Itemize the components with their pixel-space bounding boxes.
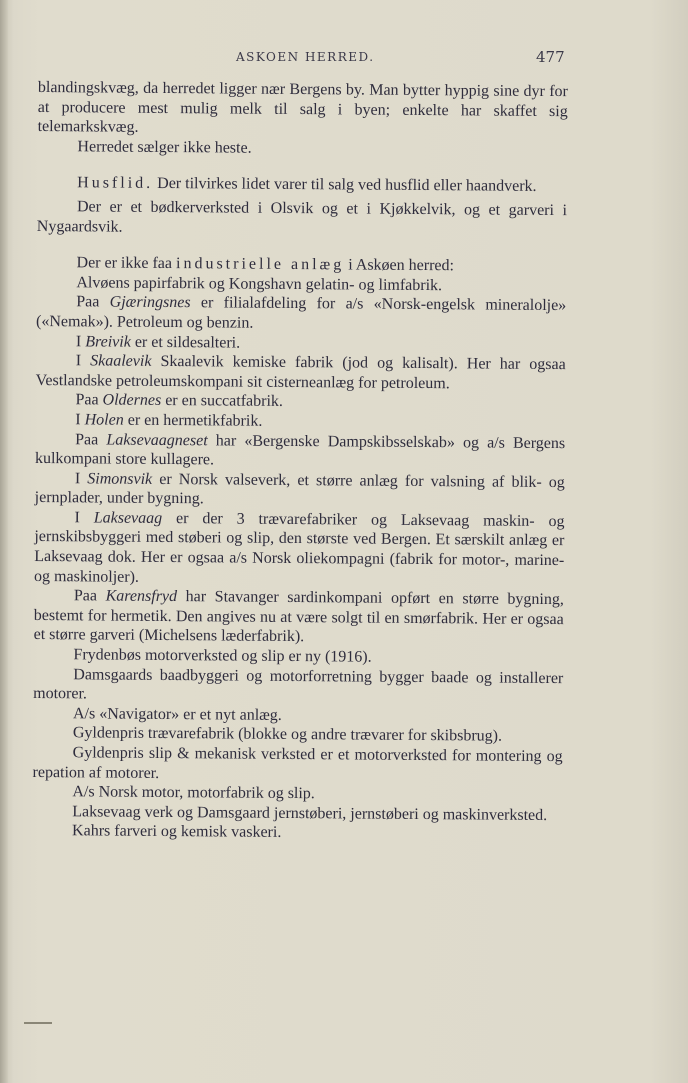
paragraph: Laksevaag verk og Damsgaard jernstøberi, jernstøberi og maskinverksted. xyxy=(72,803,548,824)
place-name: Skaalevik xyxy=(90,352,152,371)
paragraph: Damsgaards baadbyggeri og motorforretning bygger baade og installerer motorer. xyxy=(33,665,564,703)
paragraph: Kahrs farveri og kemisk vaskeri. xyxy=(72,822,282,842)
paragraph-industri: Der er ikke faa industrielle anlæg i Askøen herred: xyxy=(76,254,455,275)
scan-mark xyxy=(24,1022,52,1024)
paragraph: blandingskvæg, da herredet ligger nær Bergens by. Man bytter hyppig sine dyr for at producere mest mulig melk til salg i byen; enkelte har skaffet sig telemarkskvæg. xyxy=(37,78,568,136)
page-number: 477 xyxy=(536,48,565,66)
page-header xyxy=(0,50,688,70)
paragraph: Gyldenpris trævarefabrik (blokke og andre trævarer for skibsbrug). xyxy=(72,724,503,746)
section-label-husflid: Husflid. xyxy=(77,174,154,193)
place-name: Breivik xyxy=(85,332,131,351)
paragraph: Paa Karensfryd har Stavanger sardinkompani opført en større bygning, bestemt for hermetik. Den angives nu at være solgt til en smørfabrik. Her er ogsaa et større garveri (Michelsens læderfabrik). xyxy=(33,587,564,646)
paragraph: Alvøens papirfabrik og Kongshavn gelatin- og limfabrik. xyxy=(76,274,443,294)
place-name: Simonsvik xyxy=(87,470,153,488)
page-binding-edge xyxy=(0,0,8,1083)
section-label-industri: industrielle anlæg xyxy=(175,255,345,274)
paragraph: Der er et bødkerverksted i Olsvik og et i Kjøkkelvik, og et garveri i Nygaardsvik. xyxy=(36,198,568,236)
paragraph: I Breivik er et sildesalteri. xyxy=(75,332,241,352)
paragraph: I Holen er en hermetikfabrik. xyxy=(75,411,263,430)
paragraph: A/s Norsk motor, motorfabrik og slip. xyxy=(72,783,315,803)
place-name: Gjæringsnes xyxy=(109,293,191,312)
paragraph: Herredet sælger ikke heste. xyxy=(77,138,252,157)
paragraph: A/s «Navigator» er et nyt anlæg. xyxy=(72,705,282,724)
place-name: Karensfryd xyxy=(105,587,178,606)
paragraph: I Skaalevik Skaalevik kemiske fabrik (jod og kalisalt). Her har ogsaa Vestlandske petroleumskompani sit cisterneanlæg for petroleum. xyxy=(35,352,566,392)
paragraph: I Simonsvik er Norsk valseverk, et større anlæg for valsning af blik- og jernplader, under bygning. xyxy=(34,469,565,508)
place-name: Laksevaagneset xyxy=(106,431,208,449)
paragraph: Paa Oldernes er en succatfabrik. xyxy=(75,391,284,411)
paragraph-husflid: Husflid. Der tilvirkes lidet varer til salg ved husflid eller haandverk. xyxy=(77,174,537,196)
place-name: Holen xyxy=(84,411,124,429)
running-head: ASKOEN HERRED. xyxy=(236,50,375,64)
place-name: Oldernes xyxy=(102,391,162,410)
paragraph: Gyldenpris slip & mekanisk verksted er et motorverksted for montering og repation af motorer. xyxy=(32,744,563,782)
body-text xyxy=(32,78,568,845)
paragraph: Paa Laksevaagneset har «Bergenske Dampskibsselskab» og a/s Bergens kulkompani store kullagere. xyxy=(34,430,566,469)
paragraph: Paa Gjæringsnes er filialafdeling for a/s «Norsk-engelsk mineralolje» («Nemak»). Petroleum og benzin. xyxy=(36,293,567,332)
place-name: Laksevaag xyxy=(93,509,163,527)
paragraph: Frydenbøs motorverksted og slip er ny (1916). xyxy=(73,646,372,666)
paragraph: I Laksevaag er der 3 trævarefabriker og Laksevaag maskin- og jernskibsbyggeri med støberi og slip, den største ved Bergen. Et særskilt anlæg er Laksevaag dok. Her er ogsaa a/s Norsk oliekompagni (fabrik for motor-, marine- og maskinoljer). xyxy=(34,509,565,586)
